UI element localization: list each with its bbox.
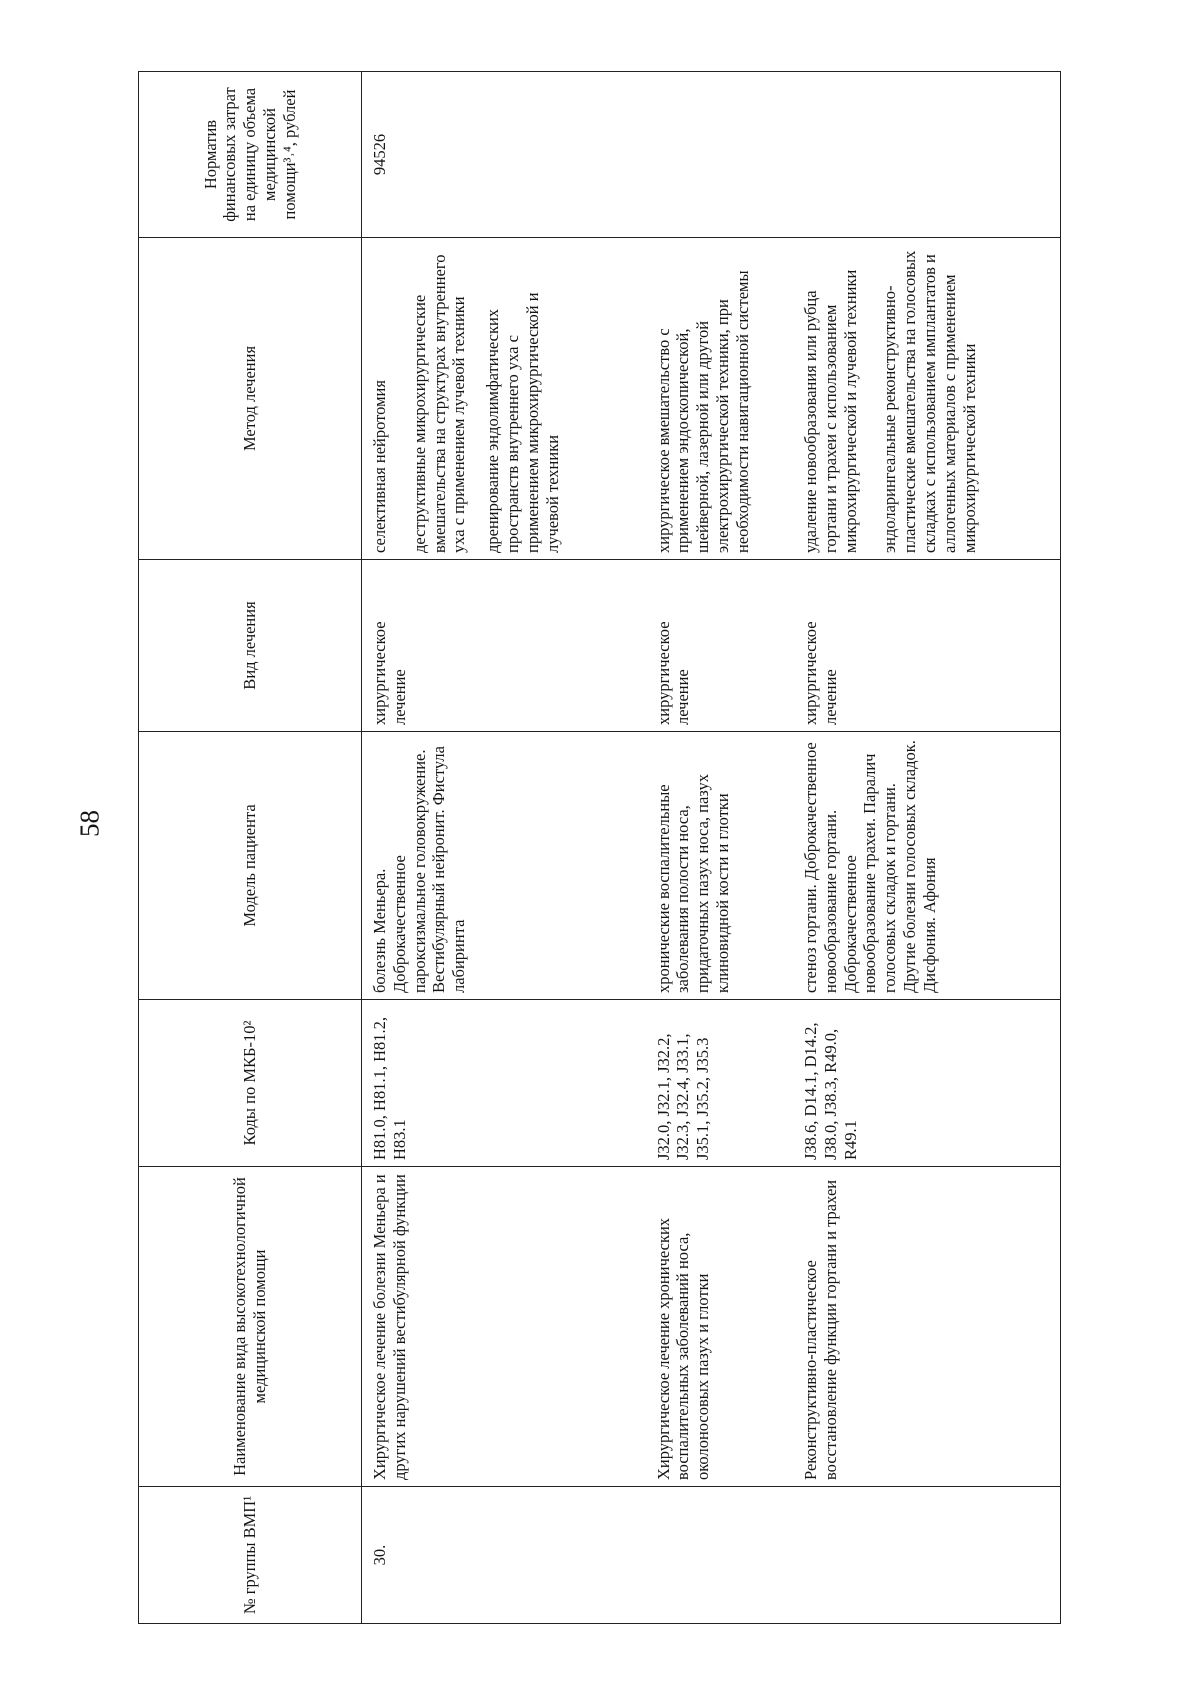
cell-norm: [799, 72, 1061, 238]
cell-codes: H81.0, H81.1, H81.2, H83.1: [362, 1000, 652, 1167]
cell-type: хирургическое лечение: [362, 560, 652, 732]
cell-type: хирургическое лечение: [799, 560, 1061, 732]
method-item: дренирование эндолимфатических пространств внутреннего уха с применением микрохирургической и лучевой техники: [483, 292, 562, 553]
cell-name: Реконструктивно-пластическое восстановление функции гортани и трахеи: [799, 1167, 1061, 1487]
cell-group: [652, 1487, 799, 1624]
cell-method: [652, 238, 799, 560]
cell-norm: [652, 72, 799, 238]
header-codes: Коды по МКБ-10²: [139, 1000, 362, 1167]
method-item: селективная нейротомия: [370, 380, 389, 553]
header-row: [139, 72, 362, 1624]
vmp-table: [138, 71, 1061, 1624]
cell-name: Хирургическое лечение болезни Меньера и других нарушений вестибулярной функции: [362, 1167, 652, 1487]
method-item: деструктивные микрохирургические вмешательства на структурах внутреннего уха с применением лучевой техники: [409, 254, 469, 553]
cell-model: хронические воспалительные заболевания полости носа, придаточных пазух носа, пазух клиновидной кости и глотки: [652, 732, 799, 1000]
cell-codes: J32.0, J32.1, J32.2, J32.3, J32.4, J33.1, J35.1, J35.2, J35.3: [652, 1000, 799, 1167]
header-name: Наименование вида высокотехнологичной медицинской помощи: [139, 1167, 362, 1487]
header-type: Вид лечения: [139, 560, 362, 732]
cell-model: стеноз гортани. Доброкачественное новообразование гортани. Доброкачественное новообразование трахеи. Паралич голосовых складок и гортани. Другие болезни голосовых складок. Дисфония. Афония: [799, 732, 1061, 1000]
header-norm: Норматив финансовых затрат на единицу объема медицинской помощи³˒⁴, рублей: [139, 72, 362, 238]
cell-method: [362, 238, 652, 560]
vmp-table-container: [138, 72, 1061, 1624]
method-item: удаление новообразования или рубца гортани и трахеи с использованием микрохирургической и лучевой техники: [800, 269, 860, 553]
page-number: 58: [74, 810, 105, 837]
table-row: [799, 72, 1061, 1624]
cell-name: Хирургическое лечение хронических воспалительных заболеваний носа, околоносовых пазух и глотки: [652, 1167, 799, 1487]
cell-model: болезнь Меньера. Доброкачественное пароксизмальное головокружение. Вестибулярный нейронит. Фистула лабиринта: [362, 732, 652, 1000]
cell-group: 30.: [362, 1487, 652, 1624]
cell-method: [799, 238, 1061, 560]
cell-norm: 94526: [362, 72, 652, 238]
table-row: [652, 72, 799, 1624]
header-model: Модель пациента: [139, 732, 362, 1000]
method-item: эндоларингеальные реконструктивно-пластические вмешательства на голосовых складках с использованием имплантатов и аллогенных материалов с применением микрохирургической техники: [880, 250, 979, 553]
header-group: № группы ВМП¹: [139, 1487, 362, 1624]
cell-codes: J38.6, D14.1, D14.2, J38.0, J38.3, R49.0, R49.1: [799, 1000, 1061, 1167]
cell-group: [799, 1487, 1061, 1624]
table-row: [362, 72, 652, 1624]
header-method: Метод лечения: [139, 238, 362, 560]
method-item: хирургическое вмешательство с применением эндоскопической, шейверной, лазерной или другой электрохирургической техники, при необходимости навигационной системы: [653, 270, 752, 553]
cell-type: хирургическое лечение: [652, 560, 799, 732]
